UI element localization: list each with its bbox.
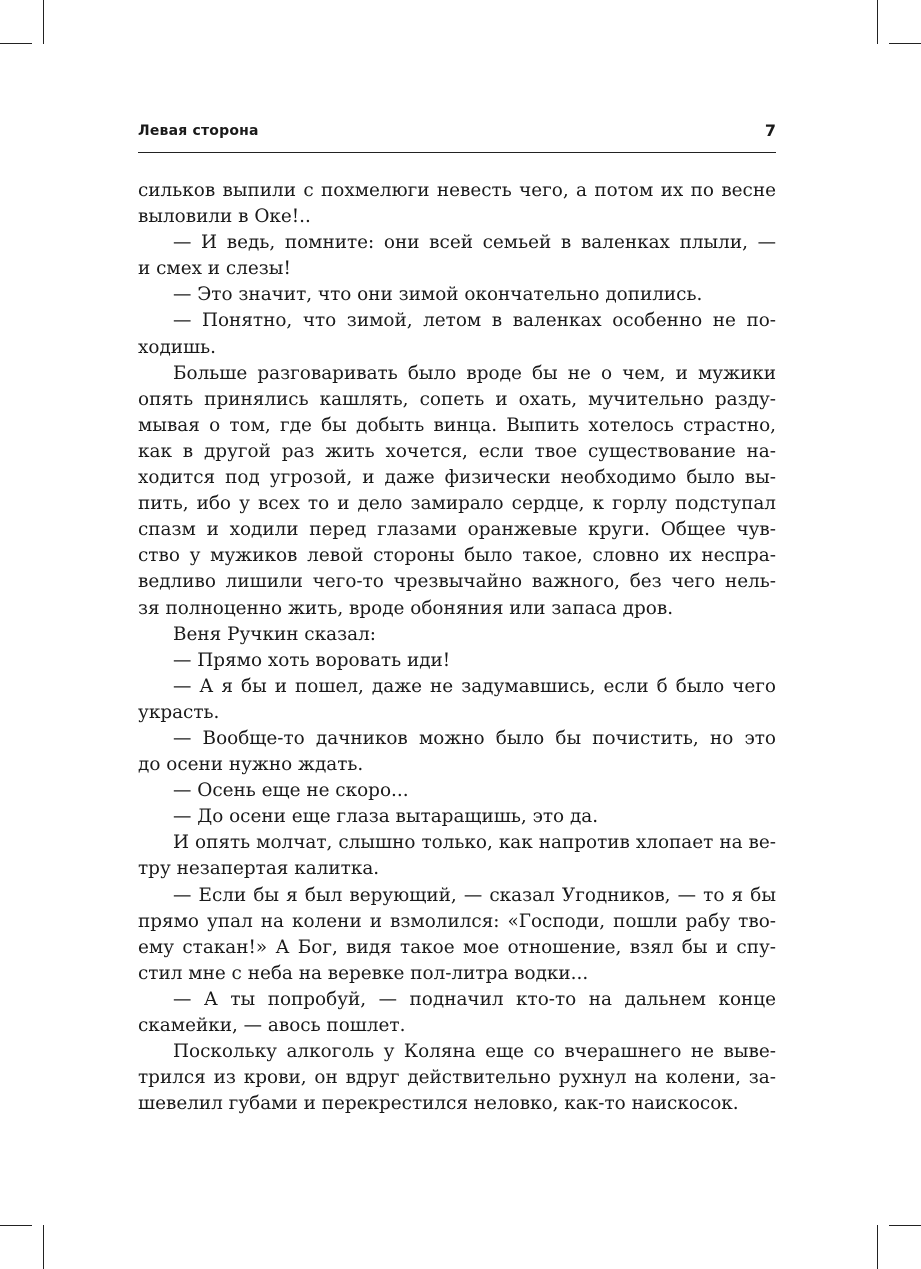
text-line: — Если бы я был верующий, — сказал Угодников, — то я бы (173, 884, 776, 906)
text-line: И опять молчат, слышно только, как напротив хлопает на ве- (173, 832, 776, 854)
text-line: — А ты попробуй, — подначил кто-то на дальнем конце (173, 988, 776, 1010)
text-line: — До осени еще глаза вытаращишь, это да. (173, 806, 599, 828)
crop-mark-left-bottom (0, 1225, 32, 1226)
text-line: зя полноценно жить, вроде обоняния или запаса дров. (138, 597, 674, 619)
text-line: — Осень еще не скоро... (173, 780, 409, 802)
crop-mark-bottom-left (43, 1225, 44, 1269)
text-line: пить, ибо у всех то и дело замирало сердце, к горлу подступал (138, 493, 776, 515)
text-line: ство у мужиков левой стороны было такое, словно их неспра- (138, 545, 776, 567)
text-line: мывая о том, где бы добыть винца. Выпить хотелось страстно, (138, 414, 776, 436)
text-line: спазм и ходили перед глазами оранжевые круги. Общее чув- (138, 519, 776, 541)
text-line: — Понятно, что зимой, летом в валенках особенно не по- (173, 310, 776, 332)
text-line: скамейки, — авось пошлет. (138, 1015, 406, 1036)
text-line: Больше разговаривать было вроде бы не о чем, и мужики (173, 362, 776, 384)
text-line: сильков выпили с похмелюги невесть чего, а потом их по весне (138, 180, 776, 201)
text-line: до осени нужно ждать. (138, 754, 364, 776)
crop-mark-top-left (43, 0, 44, 44)
text-line: — Вообще-то дачников можно было бы почистить, но это (173, 727, 776, 749)
text-line: ходится под угрозой, и даже физически необходимо было вы- (138, 467, 776, 489)
text-line: и смех и слезы! (138, 258, 291, 280)
text-line: трился из крови, он вдруг действительно рухнул на колени, за- (138, 1067, 776, 1089)
text-line: как в другой раз жить хочется, если твое существование на- (138, 440, 776, 462)
text-line: ведливо лишили чего-то чрезвычайно важного, без чего нель- (138, 571, 776, 593)
crop-mark-top-right (877, 0, 878, 44)
text-line: стил мне с неба на веревке пол-литра водки... (138, 962, 589, 984)
crop-mark-right-top (889, 43, 921, 44)
text-line: прямо упал на колени и взмолился: «Господи, пошли рабу тво- (138, 910, 776, 932)
running-head (138, 120, 776, 142)
crop-mark-right-bottom (889, 1225, 921, 1226)
header-rule (138, 152, 776, 153)
crop-mark-left-top (0, 43, 32, 44)
text-line: ему стакан!» А Бог, видя такое мое отношение, взял бы и спу- (138, 936, 776, 958)
text-line: — И ведь, помните: они всей семьей в валенках плыли, — (173, 232, 776, 254)
text-line: ходишь. (138, 336, 216, 358)
page-number: 7 (764, 121, 776, 140)
text-line: выловили в Оке!.. (138, 206, 311, 228)
text-line: — А я бы и пошел, даже не задумавшись, если б было чего (173, 675, 776, 697)
text-line: Поскольку алкоголь у Коляна еще со вчерашнего не выве- (173, 1041, 776, 1063)
text-line: тру незапертая калитка. (138, 858, 380, 880)
text-line: шевелил губами и перекрестился неловко, как-то наискосок. (138, 1093, 739, 1115)
text-line: украсть. (138, 701, 220, 723)
text-line: Веня Ручкин сказал: (173, 623, 376, 645)
running-title: Левая сторона (138, 123, 259, 139)
crop-mark-bottom-right (877, 1225, 878, 1269)
text-line: — Это значит, что они зимой окончательно допились. (173, 284, 703, 306)
text-line: опять принялись кашлять, сопеть и охать, мучительно разду- (138, 388, 776, 410)
body-text (138, 178, 776, 1117)
text-line: — Прямо хоть воровать иди! (173, 649, 451, 671)
